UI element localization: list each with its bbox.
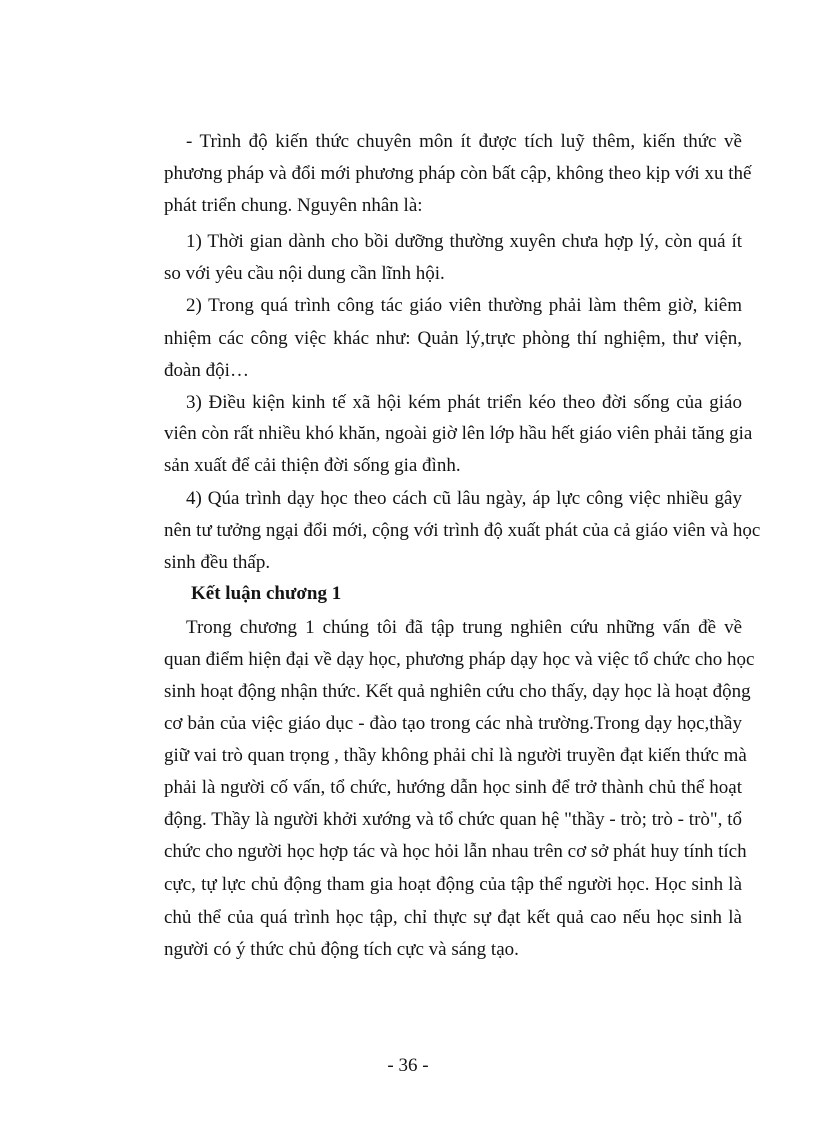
list-item-3-line-1: 3) Điều kiện kinh tế xã hội kém phát triển kéo theo đời sống của giáo — [186, 392, 742, 413]
conclusion-line-11: người có ý thức chủ động tích cực và sáng tạo. — [164, 939, 519, 960]
conclusion-line-7: động. Thầy là người khởi xướng và tổ chức quan hệ "thầy - trò; trò - trò", tổ — [164, 809, 742, 830]
list-item-4-line-3: sinh đều thấp. — [164, 552, 271, 573]
list-item-4-line-2: nên tư tưởng ngại đổi mới, cộng với trình độ xuất phát của cả giáo viên và học — [164, 520, 761, 541]
list-item-4-line-1: 4) Qúa trình dạy học theo cách cũ lâu ngày, áp lực công việc nhiều gây — [186, 488, 742, 509]
conclusion-line-6: phải là người cố vấn, tổ chức, hướng dẫn học sinh để trở thành chủ thể hoạt — [164, 777, 742, 798]
conclusion-line-9: cực, tự lực chủ động tham gia hoạt động của tập thể người học. Học sinh là — [164, 874, 742, 895]
conclusion-line-4: cơ bản của việc giáo dục - đào tạo trong các nhà trường.Trong dạy học,thầy — [164, 713, 742, 734]
list-item-2-line-2: nhiệm các công việc khác như: Quản lý,trực phòng thí nghiệm, thư viện, — [164, 328, 742, 349]
list-item-3-line-3: sản xuất để cải thiện đời sống gia đình. — [164, 455, 461, 476]
conclusion-line-2: quan điểm hiện đại về dạy học, phương pháp dạy học và việc tổ chức cho học — [164, 649, 755, 670]
list-item-1-line-2: so với yêu cầu nội dung cần lĩnh hội. — [164, 263, 445, 284]
page-number: - 36 - — [387, 1055, 429, 1076]
section-heading: Kết luận chương 1 — [191, 583, 342, 604]
paragraph-1-line-2: phương pháp và đổi mới phương pháp còn bất cập, không theo kịp với xu thế — [164, 163, 752, 184]
paragraph-1-line-3: phát triển chung. Nguyên nhân là: — [164, 195, 423, 216]
list-item-3-line-2: viên còn rất nhiều khó khăn, ngoài giờ lên lớp hầu hết giáo viên phải tăng gia — [164, 423, 753, 444]
conclusion-line-8: chức cho người học hợp tác và học hỏi lẫn nhau trên cơ sở phát huy tính tích — [164, 841, 747, 862]
conclusion-line-1: Trong chương 1 chúng tôi đã tập trung nghiên cứu những vấn đề về — [186, 617, 742, 638]
paragraph-1-line-1: - Trình độ kiến thức chuyên môn ít được tích luỹ thêm, kiến thức về — [186, 131, 742, 152]
conclusion-line-10: chủ thể của quá trình học tập, chỉ thực sự đạt kết quả cao nếu học sinh là — [164, 907, 742, 928]
conclusion-line-5: giữ vai trò quan trọng , thầy không phải chỉ là người truyền đạt kiến thức mà — [164, 745, 747, 766]
list-item-2-line-1: 2) Trong quá trình công tác giáo viên thường phải làm thêm giờ, kiêm — [186, 295, 742, 316]
list-item-2-line-3: đoàn đội… — [164, 360, 249, 381]
list-item-1-line-1: 1) Thời gian dành cho bồi dưỡng thường xuyên chưa hợp lý, còn quá ít — [186, 231, 742, 252]
conclusion-line-3: sinh hoạt động nhận thức. Kết quả nghiên cứu cho thấy, dạy học là hoạt động — [164, 681, 751, 702]
